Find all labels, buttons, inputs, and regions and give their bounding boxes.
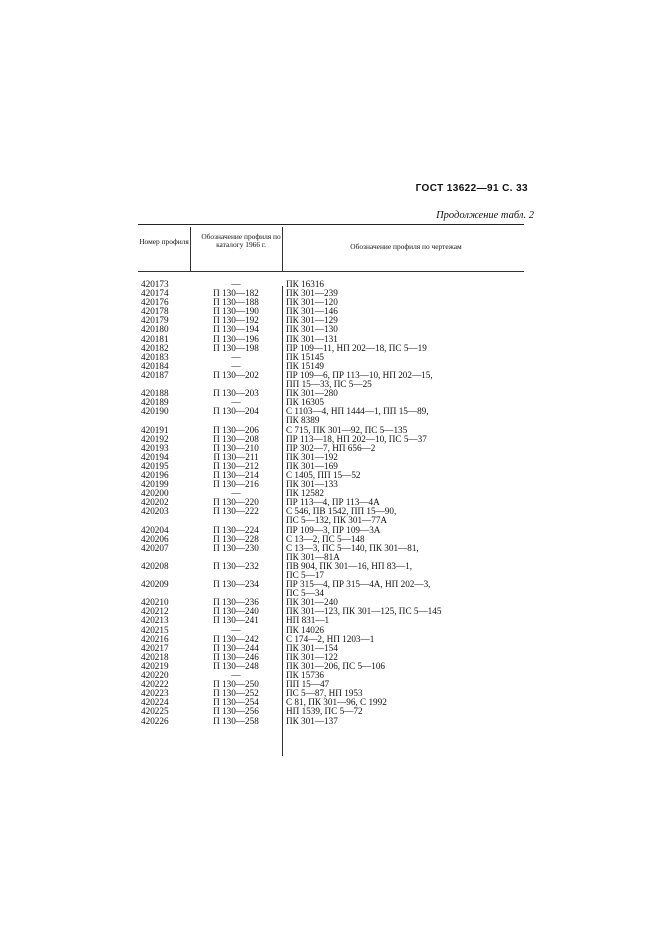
- drawing-designation-line: ПК 301—129: [286, 315, 338, 326]
- catalog-designation-cell: П 130—204: [213, 406, 259, 417]
- drawing-designation-line: С 81, ПК 301—96, С 1992: [286, 697, 387, 708]
- table-row: [138, 662, 524, 671]
- catalog-designation-cell: П 130—254: [213, 697, 259, 708]
- drawing-designation-line: ПК 301—123, ПК 301—125, ПС 5—145: [286, 606, 442, 617]
- header-drawing-designation: Обозначение профиля по чертежам: [350, 242, 462, 251]
- drawing-designation-cell: [282, 562, 524, 580]
- catalog-designation-cell: П 130—192: [213, 315, 259, 326]
- drawing-designation-line: ПК 301—122: [286, 651, 338, 662]
- catalog-designation-cell: П 130—211: [213, 451, 259, 462]
- catalog-designation-cell: —: [231, 488, 241, 499]
- drawing-designation-line: ПС 5—87, НП 1953: [286, 688, 363, 699]
- catalog-designation-cell: П 130—190: [213, 306, 259, 317]
- drawing-designation-line: ПК 301—130: [286, 324, 338, 335]
- profile-number-cell: 420209: [141, 579, 169, 590]
- profile-number-cell: 420179: [141, 315, 169, 326]
- catalog-designation-cell: П 130—212: [213, 460, 259, 471]
- catalog-designation-cell: П 130—246: [213, 651, 259, 662]
- catalog-designation-cell: —: [231, 670, 241, 681]
- catalog-designation-cell: П 130—258: [213, 715, 259, 726]
- table-row: [138, 353, 524, 362]
- drawing-designation-line: ПР 109—11, НП 202—18, ПС 5—19: [286, 342, 427, 353]
- drawing-designation-line: ПК 14026: [286, 624, 325, 635]
- catalog-designation-cell: П 130—182: [213, 288, 259, 299]
- column-divider: [190, 227, 191, 271]
- profile-number-cell: 420174: [141, 288, 169, 299]
- profile-number-cell: 420192: [141, 433, 169, 444]
- catalog-designation-cell: —: [231, 360, 241, 371]
- catalog-designation-cell: П 130—214: [213, 469, 259, 480]
- profile-number-cell: 420199: [141, 479, 169, 490]
- profiles-table: [138, 224, 524, 726]
- drawing-designation-line: ПС 5—34: [286, 588, 325, 599]
- drawing-designation-line: ПР 109—6, ПР 113—10, НП 202—15,: [286, 369, 433, 380]
- profile-number-cell: 420212: [141, 606, 169, 617]
- table-row: [138, 507, 524, 525]
- table-row: [138, 616, 524, 625]
- catalog-designation-cell: П 130—202: [213, 369, 259, 380]
- drawing-designation-cell: [282, 371, 524, 389]
- profile-number-cell: 420222: [141, 679, 169, 690]
- catalog-designation-cell: П 130—232: [213, 560, 259, 571]
- table-header: [138, 225, 524, 272]
- profile-number-cell: 420178: [141, 306, 169, 317]
- catalog-designation-cell: —: [231, 351, 241, 362]
- table-row: [138, 389, 524, 398]
- drawing-designation-line: ПК 301—120: [286, 297, 338, 308]
- catalog-designation-cell: П 130—222: [213, 506, 259, 517]
- table-row: [138, 717, 524, 726]
- catalog-designation-cell: П 130—228: [213, 533, 259, 544]
- drawing-designation-line: ПК 15736: [286, 670, 325, 681]
- profile-number-cell: 420220: [141, 670, 169, 681]
- drawing-designation-line: С 546, ПВ 1542, ПП 15—90,: [286, 506, 397, 517]
- profile-number-cell: 420195: [141, 460, 169, 471]
- catalog-designation-cell: П 130—242: [213, 633, 259, 644]
- drawing-designation-line: ПВ 904, ПК 301—16, НП 83—1,: [286, 560, 413, 571]
- drawing-designation-line: ПК 301—133: [286, 479, 338, 490]
- profile-number-cell: 420213: [141, 615, 169, 626]
- catalog-designation-cell: П 130—234: [213, 579, 259, 590]
- drawing-designation-line: ПП 15—33, ПС 5—25: [286, 379, 372, 390]
- drawing-designation-line: ПК 301—192: [286, 451, 338, 462]
- profile-number-cell: 420219: [141, 660, 169, 671]
- table-row: [138, 607, 524, 616]
- catalog-designation-cell: П 130—198: [213, 342, 259, 353]
- table-row: [138, 480, 524, 489]
- profile-number-cell: 420217: [141, 642, 169, 653]
- drawing-designation-line: С 715, ПК 301—92, ПС 5—135: [286, 424, 408, 435]
- catalog-designation-cell: П 130—208: [213, 433, 259, 444]
- catalog-designation-cell: П 130—236: [213, 597, 259, 608]
- catalog-designation-cell: П 130—241: [213, 615, 259, 626]
- profile-number-cell: 420223: [141, 688, 169, 699]
- profile-number-cell: 420215: [141, 624, 169, 635]
- drawing-designation-cell: [282, 407, 524, 425]
- page-header: ГОСТ 13622—91 С. 33: [415, 183, 528, 194]
- profile-number-cell: 420208: [141, 560, 169, 571]
- drawing-designation-line: ПК 8389: [286, 415, 320, 426]
- profile-number-cell: 420206: [141, 533, 169, 544]
- drawing-designation-line: С 174—2, НП 1203—1: [286, 633, 375, 644]
- profile-number-cell: 420173: [141, 279, 169, 289]
- drawing-designation-line: ПК 301—81А: [286, 551, 340, 562]
- drawing-designation-line: ПК 16305: [286, 397, 325, 408]
- profile-number-cell: 420184: [141, 360, 169, 371]
- drawing-designation-line: ПК 301—206, ПС 5—106: [286, 660, 386, 671]
- catalog-designation-cell: П 130—220: [213, 497, 259, 508]
- drawing-designation-line: ПК 301—169: [286, 460, 338, 471]
- drawing-designation-line: ПС 5—132, ПК 301—77А: [286, 515, 388, 526]
- catalog-designation-cell: П 130—224: [213, 524, 259, 535]
- drawing-designation-line: ПР 109—3, ПР 109—3А: [286, 524, 381, 535]
- catalog-designation-cell: П 130—196: [213, 333, 259, 344]
- drawing-designation-line: ПП 15—47: [286, 679, 330, 690]
- catalog-designation-cell: П 130—230: [213, 542, 259, 553]
- profile-number-cell: 420181: [141, 333, 169, 344]
- profile-number-cell: 420225: [141, 706, 169, 717]
- drawing-designation-cell: [282, 507, 524, 525]
- table-row: [138, 580, 524, 598]
- header-profile-number: Номер профиля: [139, 237, 189, 246]
- drawing-designation-line: ПК 301—131: [286, 333, 338, 344]
- drawing-designation-line: ПК 301—239: [286, 288, 338, 299]
- profile-number-cell: 420200: [141, 488, 169, 499]
- profile-number-cell: 420196: [141, 469, 169, 480]
- profile-number-cell: 420183: [141, 351, 169, 362]
- profile-number-cell: 420204: [141, 524, 169, 535]
- profile-number-cell: 420188: [141, 388, 169, 399]
- catalog-designation-cell: П 130—240: [213, 606, 259, 617]
- drawing-designation-line: С 1405, ПП 15—52: [286, 469, 361, 480]
- table-body: [138, 280, 524, 726]
- table-row: [138, 344, 524, 353]
- catalog-designation-cell: —: [231, 279, 241, 289]
- drawing-designation-line: ПК 301—146: [286, 306, 338, 317]
- profile-number-cell: 420210: [141, 597, 169, 608]
- profile-number-cell: 420207: [141, 542, 169, 553]
- profile-number-cell: 420182: [141, 342, 169, 353]
- catalog-designation-cell: —: [231, 624, 241, 635]
- catalog-designation-cell: П 130—188: [213, 297, 259, 308]
- drawing-designation-line: ПК 12582: [286, 488, 325, 499]
- drawing-designation-line: ПК 15145: [286, 351, 325, 362]
- catalog-designation-cell: П 130—194: [213, 324, 259, 335]
- profile-number-cell: 420202: [141, 497, 169, 508]
- profile-number-cell: 420191: [141, 424, 169, 435]
- drawing-designation-line: ПС 5—17: [286, 570, 325, 580]
- table-continuation-label: Продолжение табл. 2: [436, 210, 534, 221]
- profile-number-cell: 420180: [141, 324, 169, 335]
- catalog-designation-cell: П 130—206: [213, 424, 259, 435]
- drawing-designation-cell: [282, 544, 524, 562]
- drawing-designation-line: НП 831—1: [286, 615, 330, 626]
- header-catalog-designation: Обозначение профиля по каталогу 1966 г.: [201, 232, 281, 249]
- profile-number-cell: 420176: [141, 297, 169, 308]
- drawing-designation-line: ПР 113—4, ПР 113—4А: [286, 497, 380, 508]
- table-row: [138, 407, 524, 425]
- drawing-designation-line: С 1103—4, НП 1444—1, ПП 15—89,: [286, 406, 429, 417]
- drawing-designation-line: ПК 301—154: [286, 642, 338, 653]
- drawing-designation-line: ПК 301—137: [286, 715, 338, 726]
- drawing-designation-line: ПК 301—280: [286, 388, 338, 399]
- catalog-designation-cell: П 130—210: [213, 442, 259, 453]
- profile-number-cell: 420226: [141, 715, 169, 726]
- profile-number-cell: 420224: [141, 697, 169, 708]
- catalog-designation-cell: П 130—203: [213, 388, 259, 399]
- table-row: [138, 371, 524, 389]
- drawing-designation-line: ПР 302—7, НП 656—2: [286, 442, 376, 453]
- profile-number-cell: 420203: [141, 506, 169, 517]
- catalog-designation-cell: П 130—250: [213, 679, 259, 690]
- catalog-designation-cell: П 130—256: [213, 706, 259, 717]
- profile-number-cell: 420194: [141, 451, 169, 462]
- drawing-designation-line: ПР 315—4, ПР 315—4А, НП 202—3,: [286, 579, 431, 590]
- table-row: [138, 544, 524, 562]
- drawing-designation-cell: [282, 580, 524, 598]
- drawing-designation-line: ПК 16316: [286, 279, 325, 289]
- profile-number-cell: 420218: [141, 651, 169, 662]
- profile-number-cell: 420189: [141, 397, 169, 408]
- profile-number-cell: 420187: [141, 369, 169, 380]
- drawing-designation-line: ПК 301—240: [286, 597, 338, 608]
- drawing-designation-line: ПК 15149: [286, 360, 325, 371]
- drawing-designation-line: С 13—2, ПС 5—148: [286, 533, 365, 544]
- profile-number-cell: 420193: [141, 442, 169, 453]
- catalog-designation-cell: П 130—216: [213, 479, 259, 490]
- drawing-designation-line: ПР 113—18, НП 202—10, ПС 5—37: [286, 433, 427, 444]
- table-row: [138, 562, 524, 580]
- drawing-designation-line: С 13—3, ПС 5—140, ПК 301—81,: [286, 542, 419, 553]
- catalog-designation-cell: П 130—252: [213, 688, 259, 699]
- catalog-designation-cell: —: [231, 397, 241, 408]
- drawing-designation-line: НП 1539, ПС 5—72: [286, 706, 363, 717]
- table-row: [138, 671, 524, 680]
- drawing-designation-cell: [282, 717, 524, 726]
- catalog-designation-cell: П 130—244: [213, 642, 259, 653]
- catalog-designation-cell: П 130—248: [213, 660, 259, 671]
- profile-number-cell: 420190: [141, 406, 169, 417]
- profile-number-cell: 420216: [141, 633, 169, 644]
